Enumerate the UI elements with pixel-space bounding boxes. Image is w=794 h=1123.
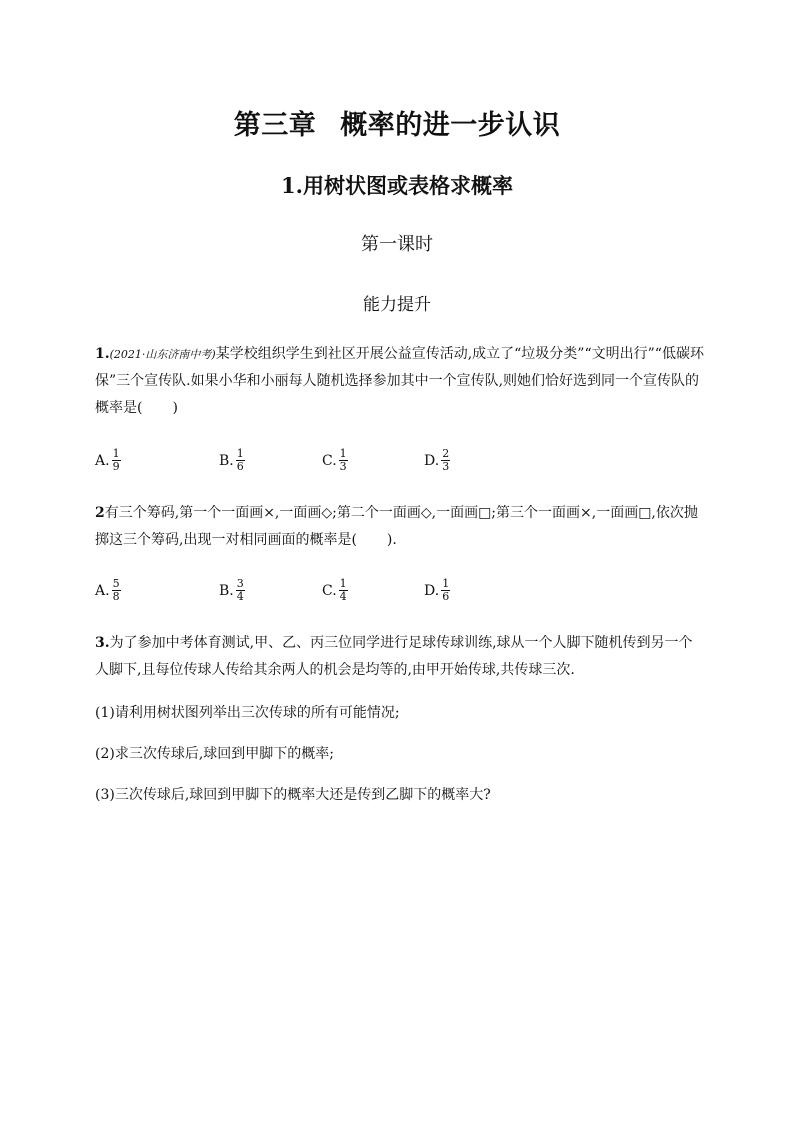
option-label: B. xyxy=(219,582,234,599)
option-c[interactable] xyxy=(322,578,348,603)
section-title: 用树状图或表格求概率 xyxy=(302,173,513,198)
option-fraction: $\frac{2}{3}$ xyxy=(442,447,450,473)
option-fraction: $\frac{5}{8}$ xyxy=(112,577,120,603)
subquestion-1: (1)请利用树状图列举出三次传球的所有可能情况; xyxy=(95,705,400,721)
level-heading: 能力提升 xyxy=(363,295,431,315)
option-fraction: $\frac{1}{4}$ xyxy=(339,577,347,603)
subquestion-2: (2)求三次传球后,球回到甲脚下的概率; xyxy=(95,746,334,762)
question-text-end: ). xyxy=(386,532,397,548)
question-source: (2021·山东济南中考) xyxy=(109,348,216,361)
option-label: A. xyxy=(95,582,110,599)
question-text: 为了参加中考体育测试,甲、乙、丙三位同学进行足球传球训练,球从一个人脚下随机传到另一个人脚下,且每位传球人传给其余两人的机会是均等的,由甲开始传球,共传球三次. xyxy=(95,635,693,678)
option-label: A. xyxy=(95,452,110,469)
subquestion-3: (3)三次传球后,球回到甲脚下的概率大还是传到乙脚下的概率大? xyxy=(95,787,491,803)
option-label: D. xyxy=(424,582,440,599)
chapter-number: 第三章 xyxy=(233,110,317,141)
question-number: 1 xyxy=(95,346,105,362)
question-text-end: ) xyxy=(172,400,178,416)
chapter-heading xyxy=(0,103,794,142)
option-label: C. xyxy=(322,452,337,469)
option-label: D. xyxy=(424,452,440,469)
question-text: 有三个筹码,第一个一面画×,一面画◇;第二个一面画◇,一面画□;第三个一面画×,一面画□,依次抛掷这三个筹码,出现一对相同画面的概率是( xyxy=(95,505,698,548)
lesson-heading: 第一课时 xyxy=(361,234,433,255)
section-number: 1. xyxy=(281,173,303,198)
question-2 xyxy=(95,500,705,554)
option-d[interactable] xyxy=(424,578,450,603)
option-fraction: $\frac{1}{3}$ xyxy=(339,447,347,473)
section-heading xyxy=(0,170,794,200)
option-label: B. xyxy=(219,452,234,469)
question-text: 某学校组织学生到社区开展公益宣传活动,成立了“垃圾分类”“文明出行”“低碳环保”三个宣传队.如果小华和小丽每人随机选择参加其中一个宣传队,则她们恰好选到同一个宣传队的概率是( xyxy=(95,346,704,416)
option-fraction: $\frac{1}{6}$ xyxy=(236,447,244,473)
question-3: 3.为了参加中考体育测试,甲、乙、丙三位同学进行足球传球训练,球从一个人脚下随机传到另一个人脚下,且每位传球人传给其余两人的机会是均等的,由甲开始传球,共传球三次. xyxy=(95,635,693,678)
option-b[interactable] xyxy=(219,578,245,603)
option-fraction: $\frac{1}{6}$ xyxy=(442,577,450,603)
option-fraction: $\frac{3}{4}$ xyxy=(236,577,244,603)
option-fraction: $\frac{1}{9}$ xyxy=(112,447,120,473)
question-number: 2 xyxy=(95,505,105,521)
option-label: C. xyxy=(322,582,337,599)
option-d[interactable] xyxy=(424,448,450,473)
question-1: 1.(2021·山东济南中考)某学校组织学生到社区开展公益宣传活动,成立了“垃圾分类”“文明出行”“低碳环保”三个宣传队.如果小华和小丽每人随机选择参加其中一个宣传队,则她们恰好选到同一个宣传队的概率是( ) xyxy=(95,346,704,416)
chapter-title: 概率的进一步认识 xyxy=(340,110,561,141)
option-b[interactable] xyxy=(219,448,245,473)
option-a[interactable] xyxy=(95,448,121,473)
option-c[interactable] xyxy=(322,448,348,473)
option-a[interactable] xyxy=(95,578,121,603)
question-number: 3 xyxy=(95,635,105,651)
